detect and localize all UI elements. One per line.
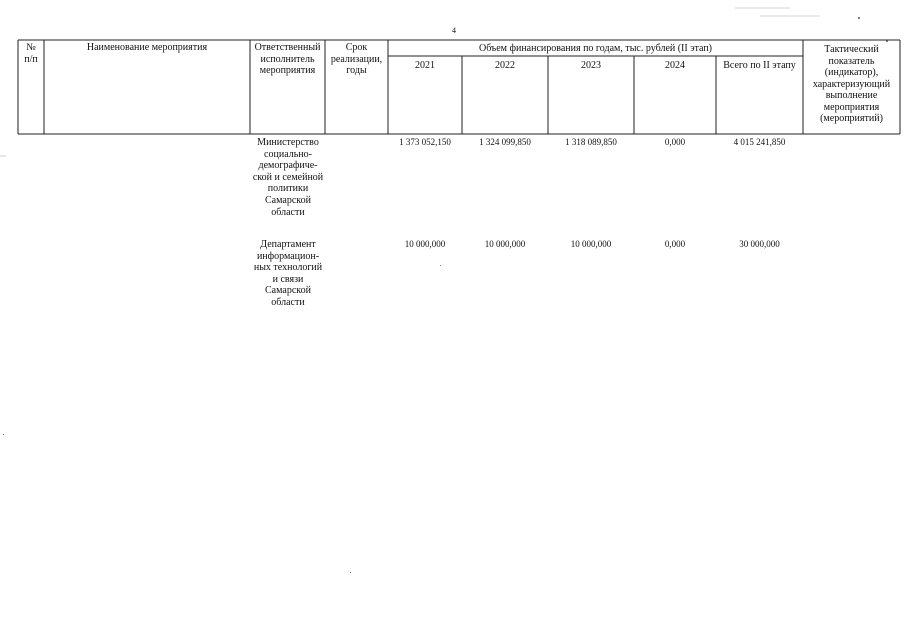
header-event-name: Наименование мероприятия — [86, 42, 208, 53]
table-row-1-executor: Министерство социально- демографиче- ской и семейной политики Самарской области — [252, 137, 324, 218]
header-year-2024: 2024 — [665, 60, 685, 71]
table-row-1-value-2021: 1 373 052,150 — [399, 137, 451, 147]
table-row-1-value-2022: 1 324 099,850 — [479, 137, 531, 147]
table-row-1-value-2023: 1 318 089,850 — [565, 137, 617, 147]
header-total: Всего по II этапу — [723, 60, 796, 71]
header-year-2023: 2023 — [581, 60, 601, 71]
header-funding-group: Объем финансирования по годам, тыс. рублей (II этап) — [478, 43, 712, 54]
table-row-2-value-2021: 10 000,000 — [404, 239, 446, 249]
scan-speck — [350, 572, 351, 573]
table-row-1-value-total: 4 015 241,850 — [733, 137, 786, 147]
scan-speck — [858, 17, 860, 19]
scan-speck — [886, 40, 888, 42]
header-term: Срок реализации, годы — [330, 42, 383, 76]
table-row-2-executor: Департамент информацион- ных технологий и связи Самарской области — [253, 239, 323, 308]
table-row-2-value-total: 30 000,000 — [739, 239, 780, 249]
table-row-2-value-2022: 10 000,000 — [484, 239, 526, 249]
table-row-2-value-2023: 10 000,000 — [570, 239, 612, 249]
header-executor: Ответственный исполнитель мероприятия — [254, 42, 321, 76]
table-row-1-value-2024: 0,000 — [664, 137, 686, 147]
header-number: № п/п — [24, 42, 38, 65]
table-row-2-value-2024: 0,000 — [664, 239, 686, 249]
header-year-2021: 2021 — [415, 60, 435, 71]
scan-speck — [3, 434, 4, 435]
header-indicator: Тактический показатель (индикатор), характеризующий выполнение мероприятия (мероприятий) — [812, 44, 891, 124]
page-number: 4 — [452, 26, 456, 35]
scan-speck — [440, 265, 441, 266]
header-year-2022: 2022 — [495, 60, 515, 71]
